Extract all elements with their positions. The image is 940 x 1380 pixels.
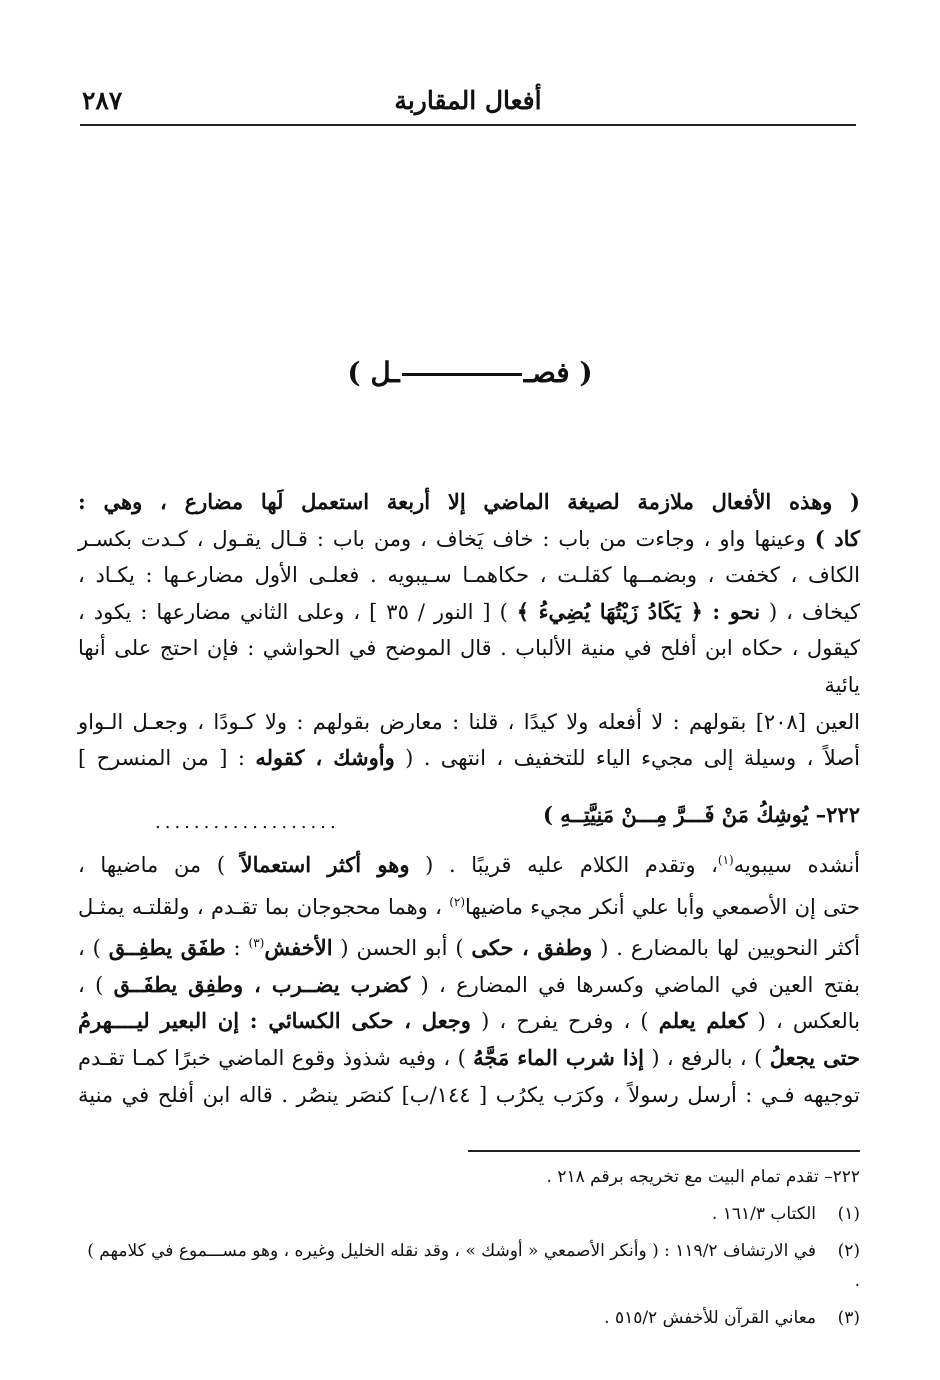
text-run: بالعكس ، ( <box>747 1009 860 1034</box>
heading-title-start: فصـ <box>523 356 570 389</box>
text-line <box>78 1040 860 1077</box>
main-text-continued <box>78 842 860 1113</box>
poetry-verse: ٢٢٢– يُوشِكُ مَنْ فَـــرَّ مِـــنْ مَنِيَّتِــهِ ) <box>543 802 860 827</box>
bold-term: وأوشك ، كقوله <box>255 745 395 771</box>
bold-term: وجعل ، حكى الكسائي : إن البعير ليــــهرمُ <box>78 1008 471 1034</box>
footnote-number: (١) <box>837 1204 860 1224</box>
text-run: كيخاف ، ( <box>760 599 860 624</box>
heading-open-paren: ( <box>579 356 593 389</box>
text-run: ) ، <box>78 936 109 961</box>
text-run: ) ، <box>78 972 114 997</box>
text-run: : [ من المنسرح ] <box>78 746 256 771</box>
footnote-ref: (٢) <box>449 894 466 909</box>
text-line: العين [٢٠٨] بقولهم : لا أفعله ولا كيدًا ، قلنا : معارض بقولهم : ولا كـودًا ، وجعـل الـواو <box>78 709 860 734</box>
section-heading <box>270 356 670 389</box>
footnote-ref: (٣) <box>248 936 265 951</box>
bold-term: الأخفش <box>264 935 333 961</box>
bold-term: طفَق يطفِــق <box>108 935 226 961</box>
text-line: الكاف ، كخفت ، وبضمــها كقلـت ، حكاهمـا سـيبويه . فعلـى الأول مضارعـها : يكـاد ، <box>78 563 860 588</box>
text-line <box>78 842 860 884</box>
footnote-ref: (١) <box>717 853 734 867</box>
bold-term: كعلم يعلم <box>658 1008 748 1034</box>
text-line <box>78 521 860 558</box>
text-line <box>78 740 860 777</box>
bold-term: كاد ) <box>814 525 860 551</box>
footnote-text: في الارتشاف ١١٩/٢ : ( وأنكر الأصمعي « أوشك » ، وقد نقله الخليل وغيره ، وهو مســـموع في كلامهم ) . <box>87 1241 860 1291</box>
running-title: أفعال المقاربة <box>394 86 542 115</box>
main-text <box>78 484 860 777</box>
text-run: بفتح العين في الماضي وكسرها في المضارع ، ( <box>410 972 861 997</box>
bold-term: إذا شرب الماء مَجَّهُ <box>473 1044 644 1070</box>
footnote-separator <box>468 1150 860 1152</box>
text-run: ) [ النور / ٣٥ ] ، وعلى الثاني مضارعها : يكود ، <box>78 599 517 624</box>
text-line <box>78 967 860 1004</box>
footnotes <box>78 1162 860 1340</box>
text-run: وعينها واو ، وجاءت من باب : خاف يَخاف ، ومن باب : قـال يقـول ، كـدت بكسـر <box>78 526 815 551</box>
text-run: ) من ماضيها ، <box>78 853 241 877</box>
page-number: ٢٨٧ <box>82 86 123 115</box>
text-line <box>78 884 860 926</box>
text-run: ، وهما محجوجان بما تقـدم ، ولقلتـه يمثـل <box>78 894 450 919</box>
footnote-text: معاني القرآن للأخفش ٥١٥/٢ . <box>604 1308 816 1328</box>
text-run: : <box>225 936 249 961</box>
bold-term: وطفق ، حكى <box>471 935 593 961</box>
text-line <box>78 594 860 631</box>
heading-title-end: ـل <box>370 356 400 389</box>
bold-term: وهو أكثر استعمالاً <box>240 852 410 877</box>
heading-close-paren: ) <box>347 356 361 389</box>
text-run: ) أبو الحسن ( <box>332 936 472 961</box>
footnote-222: ٢٢٢– تقدم تمام البيت مع تخريجه برقم ٢١٨ . <box>546 1167 860 1187</box>
text-run: أصلاً ، وسيلة إلى مجيء الياء للتخفيف ، انتهى . ( <box>394 746 860 771</box>
text-run: أكثر النحويين لها بالمضارع . ( <box>592 936 860 961</box>
text-run: ) ، وفرح يفرح ، ( <box>470 1009 659 1034</box>
text-run: ، وتقدم الكلام عليه قريبًا . ( <box>409 853 718 877</box>
verse-ellipsis: ................... <box>155 812 340 833</box>
footnote-number: (٢) <box>837 1241 860 1261</box>
text-run: حتى إن الأصمعي وأبا علي أنكر مجيء ماضيها <box>465 894 860 919</box>
footnote-3 <box>78 1303 860 1333</box>
bold-term: كضرب يضــرب ، وطفِق يطفَــق <box>113 971 411 997</box>
running-header <box>80 84 856 126</box>
footnote-text: الكتاب ١٦١/٣ . <box>711 1204 816 1224</box>
heading-kashida-line <box>402 373 522 376</box>
text-run: ) ، وفيه شذوذ وقوع الماضي خبرًا كمـا تقـدم <box>78 1045 474 1070</box>
text-line <box>78 925 860 967</box>
quran-quote: نحو : ﴿ يَكَادُ زَيْتُهَا يُضِيءُ ﴾ <box>516 598 761 624</box>
text-line: توجيهه فـي : أرسل رسولاً ، وكرَب يكرُب [ ١٤٤/ب] كنصَر ينصُر . قاله ابن أفلح في منية <box>78 1082 861 1107</box>
text-run: أنشده سيبويه <box>733 853 861 877</box>
text-line: ( وهذه الأفعال ملازمة لصيغة الماضي إلا أربعة استعمل لَها مضارع ، وهي : <box>78 489 860 514</box>
text-line <box>78 1003 860 1040</box>
bold-term: حتى يجعلُ <box>769 1044 860 1070</box>
text-run: ) ، بالرفع ، ( <box>643 1045 770 1070</box>
footnote-1 <box>78 1199 860 1229</box>
footnote-number: (٣) <box>837 1308 860 1328</box>
text-line: كيقول ، حكاه ابن أفلح في منية الألباب . قال الموضح في الحواشي : فإن احتج على أنها يائية <box>78 636 860 697</box>
footnote-2 <box>78 1236 860 1296</box>
